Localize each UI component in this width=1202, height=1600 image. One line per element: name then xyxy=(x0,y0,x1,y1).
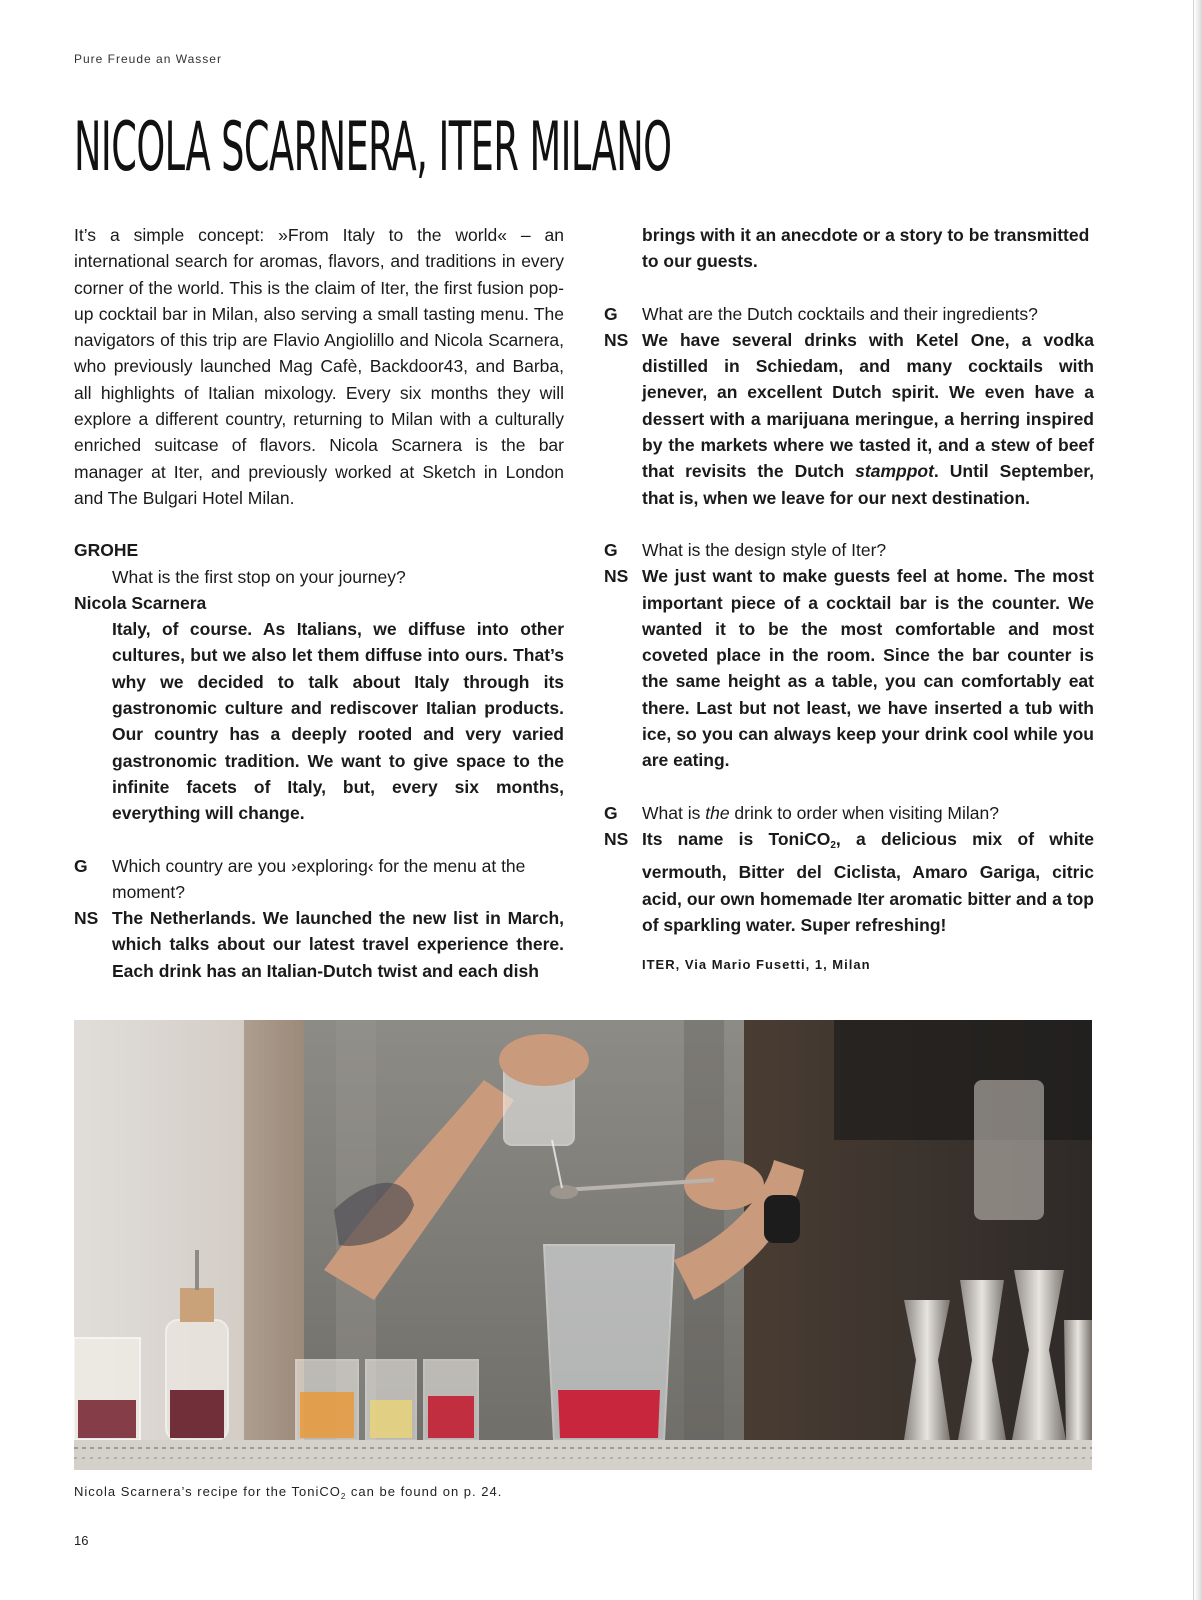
left-column xyxy=(74,222,564,984)
label-spacer xyxy=(604,222,642,275)
answer-3-italic: stamppot xyxy=(855,461,934,482)
spacer xyxy=(604,774,1094,800)
caption-text: Nicola Scarnera’s recipe for the ToniCO xyxy=(74,1484,341,1499)
question-5 xyxy=(642,800,1094,826)
speaker-label-g: G xyxy=(604,539,618,560)
question-5-text: What is xyxy=(642,802,706,823)
venue-address: ITER, Via Mario Fusetti, 1, Milan xyxy=(642,957,871,973)
speaker-interviewer: GROHE xyxy=(74,540,139,561)
page-edge-line xyxy=(1193,0,1194,1600)
question-3: What are the Dutch cocktails and their ingredients? xyxy=(642,303,1038,324)
speaker-label-ns: NS xyxy=(604,828,629,849)
spacer xyxy=(604,511,1094,537)
speaker-label-ns: NS xyxy=(604,566,629,587)
answer-5-text-end: , a delicious mix of white vermouth, Bitter del Ciclista, Amaro Gariga, citric acid, our own homemade Iter aromatic bitter and a top of sparkling water. Super refreshing! xyxy=(642,828,1095,935)
question-5-italic: the xyxy=(705,802,730,823)
answer-5 xyxy=(642,826,1094,938)
page-edge-shadow xyxy=(1194,0,1202,1600)
caption-subscript: 2 xyxy=(340,1492,347,1501)
spacer xyxy=(74,827,564,853)
caption-text-end: can be found on p. 24. xyxy=(346,1484,503,1499)
answer-2-part-2: brings with it an anecdote or a story to be transmitted to our guests. xyxy=(642,225,1090,272)
question-4: What is the design style of Iter? xyxy=(642,539,887,560)
answer-2-row xyxy=(74,905,564,984)
question-1: What is the first stop on your journey? xyxy=(112,566,406,587)
question-2-row xyxy=(74,853,564,906)
speaker-label-g: G xyxy=(74,855,88,876)
question-5-text-end: drink to order when visiting Milan? xyxy=(729,802,999,823)
answer-2-part-1: The Netherlands. We launched the new list in March, which talks about our latest travel experience there. Each drink has an Italian-Dutch twist and each dish xyxy=(112,908,564,981)
spacer xyxy=(604,275,1094,301)
intro-paragraph: It’s a simple concept: »From Italy to the world« – an international search for aromas, flavors, and traditions in every corner of the world. This is the claim of Iter, the first fusion pop-up cocktail bar in Milan, also serving a small tasting menu. The navigators of this trip are Flavio Angiolillo and Nicola Scarnera, who previously launched Mag Cafè, Backdoor43, and Barba, all highlights of Italian mixology. Every six months they will explore a different country, returning to Milan with a culturally enriched suitcase of flavors. Nicola Scarnera is the bar manager at Iter, and previously worked at Sketch in London and The Bulgari Hotel Milan. xyxy=(74,225,564,508)
speaker-label-ns: NS xyxy=(604,329,629,350)
speaker-label-g: G xyxy=(604,303,618,324)
question-4-row xyxy=(604,537,1094,563)
speaker-label-ns: NS xyxy=(74,908,99,929)
speaker-label-g: G xyxy=(604,802,618,823)
bartender-photo xyxy=(74,1020,1092,1470)
speaker-interviewee: Nicola Scarnera xyxy=(74,592,207,613)
answer-1: Italy, of course. As Italians, we diffuse into other cultures, but we also let them diffuse into ours. That’s why we decided to talk about Italy through its gastronomic culture and rediscover Italian products. Our country has a deeply rooted and very varied gastronomic tradition. We want to give space to the infinite facets of Italy, but, every six months, everything will change. xyxy=(112,619,564,824)
answer-5-text: Its name is ToniCO xyxy=(642,828,831,849)
right-column xyxy=(604,222,1094,978)
answer-3-row xyxy=(604,327,1094,511)
answer-3-text: We have several drinks with Ketel One, a vodka distilled in Schiedam, and many cocktails with jenever, an excellent Dutch spirit. We even have a dessert with a marijuana meringue, a herring inspired by the markets where we tasted it, and a stew of beef that revisits the Dutch xyxy=(642,329,1094,482)
page-number: 16 xyxy=(74,1533,89,1548)
answer-4-row xyxy=(604,563,1094,773)
answer-3 xyxy=(642,327,1094,511)
answer-3-text-end: . Until September, that is, when we leave for our next destination. xyxy=(642,461,1094,508)
spacer xyxy=(74,511,564,537)
answer-5-subscript: 2 xyxy=(830,839,836,851)
bartender-illustration xyxy=(74,1020,1092,1470)
question-3-row xyxy=(604,301,1094,327)
article-title: NICOLA SCARNERA, ITER MILANO xyxy=(74,108,672,187)
running-header: Pure Freude an Wasser xyxy=(74,52,222,66)
question-5-row xyxy=(604,800,1094,826)
photo-caption xyxy=(74,1484,502,1501)
answer-4: We just want to make guests feel at home. The most important piece of a cocktail bar is the counter. We wanted it to be the most comfortable and most coveted place in the room. Since the bar counter is the same height as a table, you can comfortably eat there. Last but not least, we have inserted a tub with ice, so you can always keep your drink cool while you are eating. xyxy=(642,566,1094,771)
answer-2-continued-row xyxy=(604,222,1094,275)
question-2: Which country are you ›exploring‹ for the menu at the moment? xyxy=(112,855,526,902)
answer-5-row xyxy=(604,826,1094,938)
